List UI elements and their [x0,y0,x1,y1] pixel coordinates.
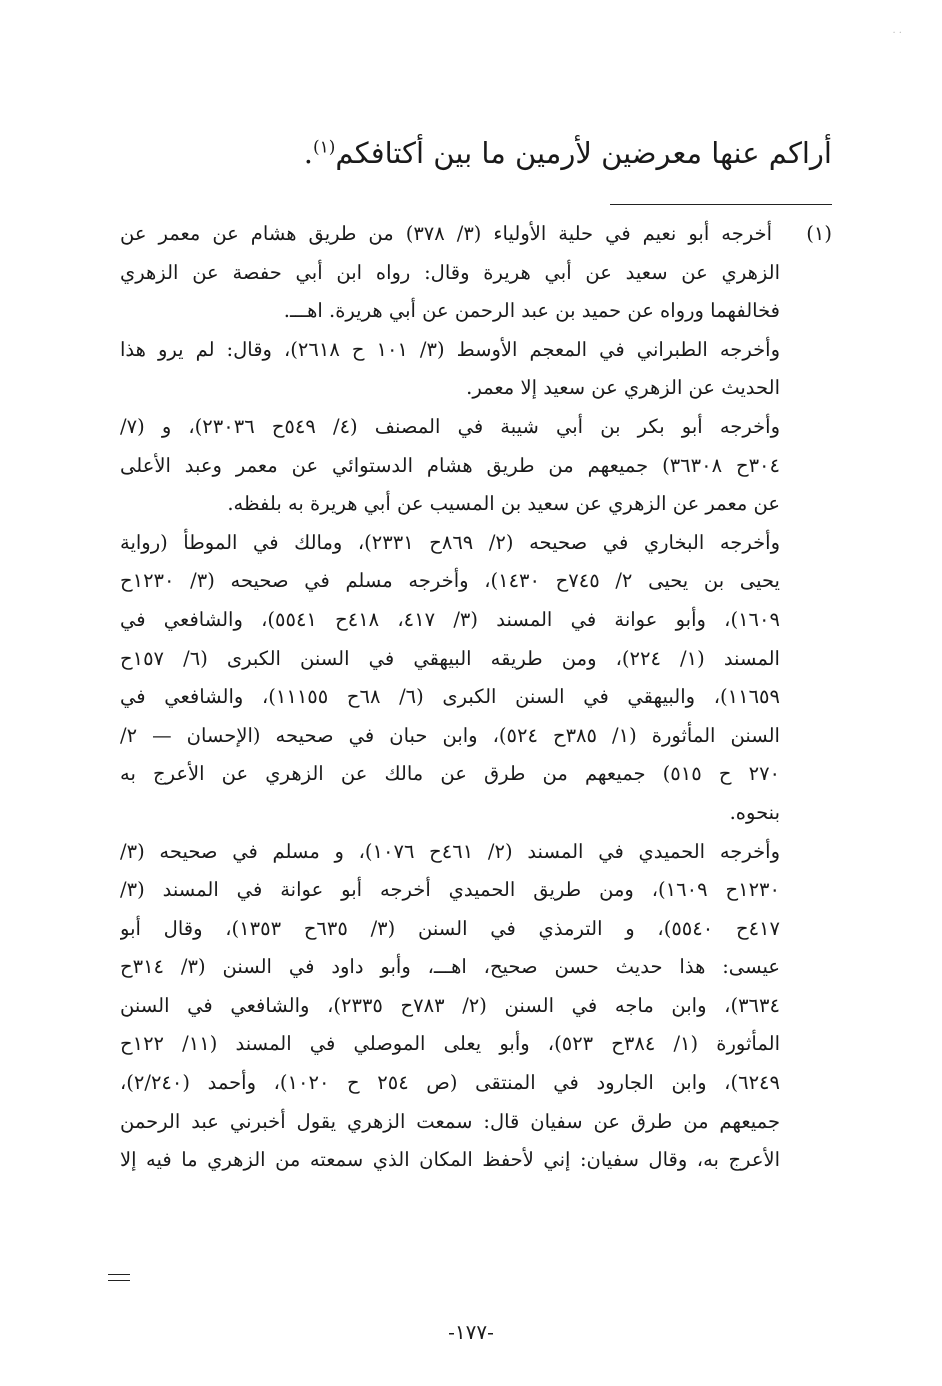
footnote-line: وأخرجه الطبراني في المعجم الأوسط (٣/ ١٠١ ح ٢٦١٨)، وقال: لم يرو هذا [120,337,780,361]
footnote-line: الحديث عن الزهري عن سعيد إلا معمر. [466,376,780,400]
footnote-line: عيسى: هذا حديث حسن صحيح، اهـــ، وأبو داود في السنن (٣/ ٣١٤ح [120,955,780,979]
footnote-number: (١) [806,222,832,245]
main-text-line: أراكم عنها معرضين لأرمين ما بين أكتافكم [335,136,832,170]
footnote-line: ٤١٧ح ٥٥٤٠)، و الترمذي في السنن (٣/ ٦٣٥ح ١٣٥٣)، وقال أبو [120,916,780,940]
footnote-line: (١) أخرجه أبو نعيم في حلية الأولياء (٣/ ٣٧٨) من طريق هشام عن معمر عن [120,215,832,254]
footnote-line: ٣٠٤ح ٣٦٣٠٨) جميعهم من طريق هشام الدستوائي عن معمر وعبد الأعلى [120,453,780,477]
footnote-line: بنحوه. [729,800,780,824]
footnote-line: ٣٦٣٤)، وابن ماجه في السنن (٢/ ٧٨٣ح ٢٣٣٥)، والشافعي في السنن [120,993,780,1017]
footnote-line: يحيى بن يحيى ٢/ ٧٤٥ح ١٤٣٠)، وأخرجه مسلم في صحيحه (٣/ ١٢٣٠ح [120,569,780,593]
main-text [112,128,832,178]
footnote-line: وأخرجه البخاري في صحيحه (٢/ ٨٦٩ح ٢٣٣١)، ومالك في الموطأ (رواية [120,530,780,554]
footnote-marker: (١) [313,137,336,158]
continuation-mark [108,1274,130,1281]
footnote-line: ١٦٠٩)، وأبو عوانة في المسند (٣/ ٤١٧، ٤١٨ح ٥٥٤١)، والشافعي في [120,607,780,631]
page-number: -١٧٧- [448,1320,494,1344]
footnote-line: وأخرجه الحميدي في المسند (٢/ ٤٦١ح ١٠٧٦)، و مسلم في صحيحه (٣/ [120,839,780,863]
main-text-end: . [303,136,313,170]
footnote-line: ٦٢٤٩)، وابن الجارود في المنتقى (ص ٢٥٤ ح ١٠٢٠)، وأحمد (٢/٢٤٠)، [120,1071,780,1095]
footnote-line: فخالفهما ورواه عن حميد بن عبد الرحمن عن أبي هريرة. اهـــ. [283,299,780,323]
footnote-line: وأخرجه أبو بكر بن أبي شيبة في المصنف (٤/ ٥٤٩ح ٢٣٠٣٦)، و (٧/ [120,414,780,438]
footnote-line: ١٢٣٠ح ١٦٠٩)، ومن طريق الحميدي أخرجه أبو عوانة في المسند (٣/ [120,878,780,902]
footnote-line: ٢٧٠ ح ٥١٥) جميعهم من طرق عن مالك عن الزهري عن الأعرج به [120,762,781,786]
footnote-line: عن معمر عن الزهري عن سعيد بن المسيب عن أبي هريرة به بلفظه. [227,492,780,516]
footnote-line: المسند (١/ ٢٢٤)، ومن طريقه البيهقي في السنن الكبرى (٦/ ١٥٧ح [120,646,780,670]
footnote-line: ١١٦٥٩)، والبيهقي في السنن الكبرى (٦/ ٦٨ح ١١١٥٥)، والشافعي في [120,685,780,709]
footnote-separator [610,204,832,205]
footnotes [120,215,832,1180]
footnote-line: جميعهم من طرق عن سفيان قال: سمعت الزهري يقول أخبرني عبد الرحمن [120,1109,780,1133]
footnote-line: المأثورة (١/ ٣٨٤ح ٥٢٣)، وأبو يعلى الموصلي في المسند (١١/ ١٢٢ح [120,1032,781,1056]
footnote-line: الأعرج به، وقال سفيان: إني لأحفظ المكان الذي سمعته من الزهري ما فيه إلا [120,1148,780,1172]
footnote-line: السنن المأثورة (١/ ٣٨٥ح ٥٢٤)، وابن حبان في صحيحه (الإحسان — ٢/ [120,723,780,747]
scan-mark: · · [892,28,902,39]
footnote-line: الزهري عن سعيد عن أبي هريرة وقال: رواه ابن أبي حفصة عن الزهري [120,260,780,284]
